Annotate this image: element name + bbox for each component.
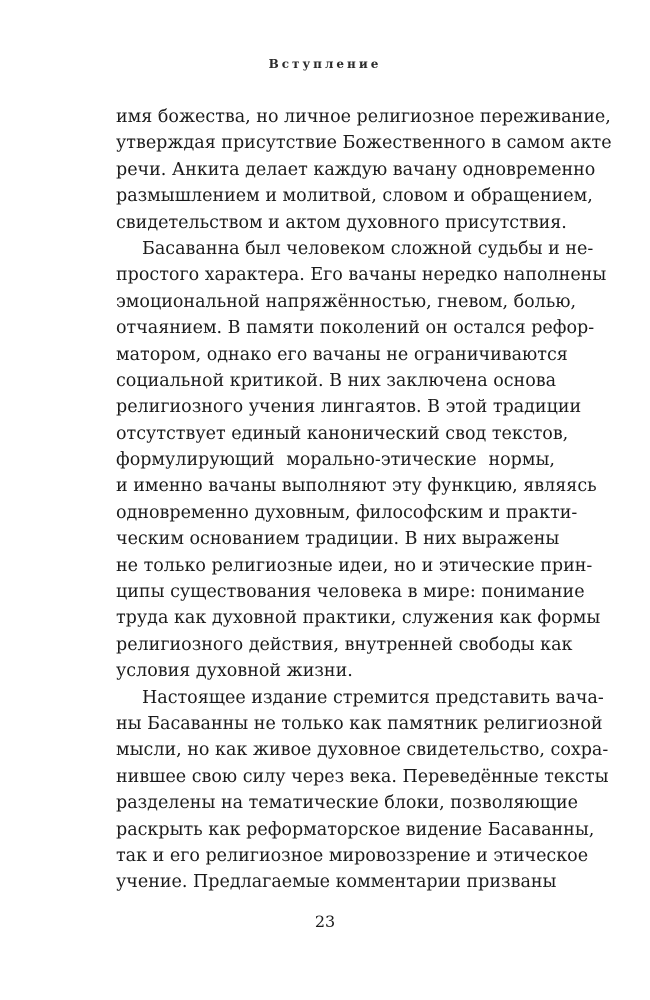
text-line: не только религиозные идеи, но и этические прин-: [116, 555, 593, 576]
text-line: отсутствует единый канонический свод текстов,: [116, 423, 569, 444]
text-line: социальной критикой. В них заключена основа: [116, 370, 557, 391]
text-line: речи. Анкита делает каждую вачану одновременно: [116, 159, 596, 180]
text-line: религиозного действия, внутренней свободы как: [116, 634, 573, 655]
running-header: Вступление: [268, 57, 382, 71]
text-line: труда как духовной практики, служения как формы: [116, 608, 601, 629]
text-line: разделены на тематические блоки, позволяющие: [116, 793, 579, 814]
text-line: условия духовной жизни.: [116, 661, 353, 682]
text-line: и именно вачаны выполняют эту функцию, являясь: [116, 476, 597, 497]
paragraph-start-line: Басаванна был человеком сложной судьбы и не-: [142, 238, 594, 259]
text-line: нившее свою силу через века. Переведённые тексты: [116, 766, 609, 787]
text-line: утверждая присутствие Божественного в самом акте: [116, 133, 612, 154]
text-line: простого характера. Его вачаны нередко наполнены: [116, 265, 607, 286]
text-line: одновременно духовным, философским и практи-: [116, 502, 578, 523]
paragraph-start-line: Настоящее издание стремится представить вача-: [142, 687, 604, 708]
text-line: матором, однако его вачаны не ограничиваются: [116, 344, 568, 365]
text-line: религиозного учения лингаятов. В этой традиции: [116, 397, 582, 418]
body-text: [116, 104, 612, 896]
text-line: ны Басаванны не только как памятник религиозной: [116, 713, 603, 734]
text-line: отчаянием. В памяти поколений он остался рефор-: [116, 318, 595, 339]
page-number: 23: [314, 912, 336, 931]
text-line: формулирующий морально-этические нормы,: [116, 450, 555, 471]
text-line: учение. Предлагаемые комментарии призваны: [116, 872, 557, 893]
text-line: ципы существования человека в мире: понимание: [116, 582, 585, 603]
text-line: мысли, но как живое духовное свидетельство, сохра-: [116, 740, 609, 761]
text-line: свидетельством и актом духовного присутствия.: [116, 212, 567, 233]
text-line: эмоциональной напряжённостью, гневом, болью,: [116, 291, 577, 312]
text-line: так и его религиозное мировоззрение и этическое: [116, 845, 589, 866]
text-line: размышлением и молитвой, словом и обращением,: [116, 186, 593, 207]
text-line: ческим основанием традиции. В них выражены: [116, 529, 560, 550]
text-line: имя божества, но личное религиозное переживание,: [116, 107, 611, 127]
text-line: раскрыть как реформаторское видение Басаванны,: [116, 819, 595, 840]
